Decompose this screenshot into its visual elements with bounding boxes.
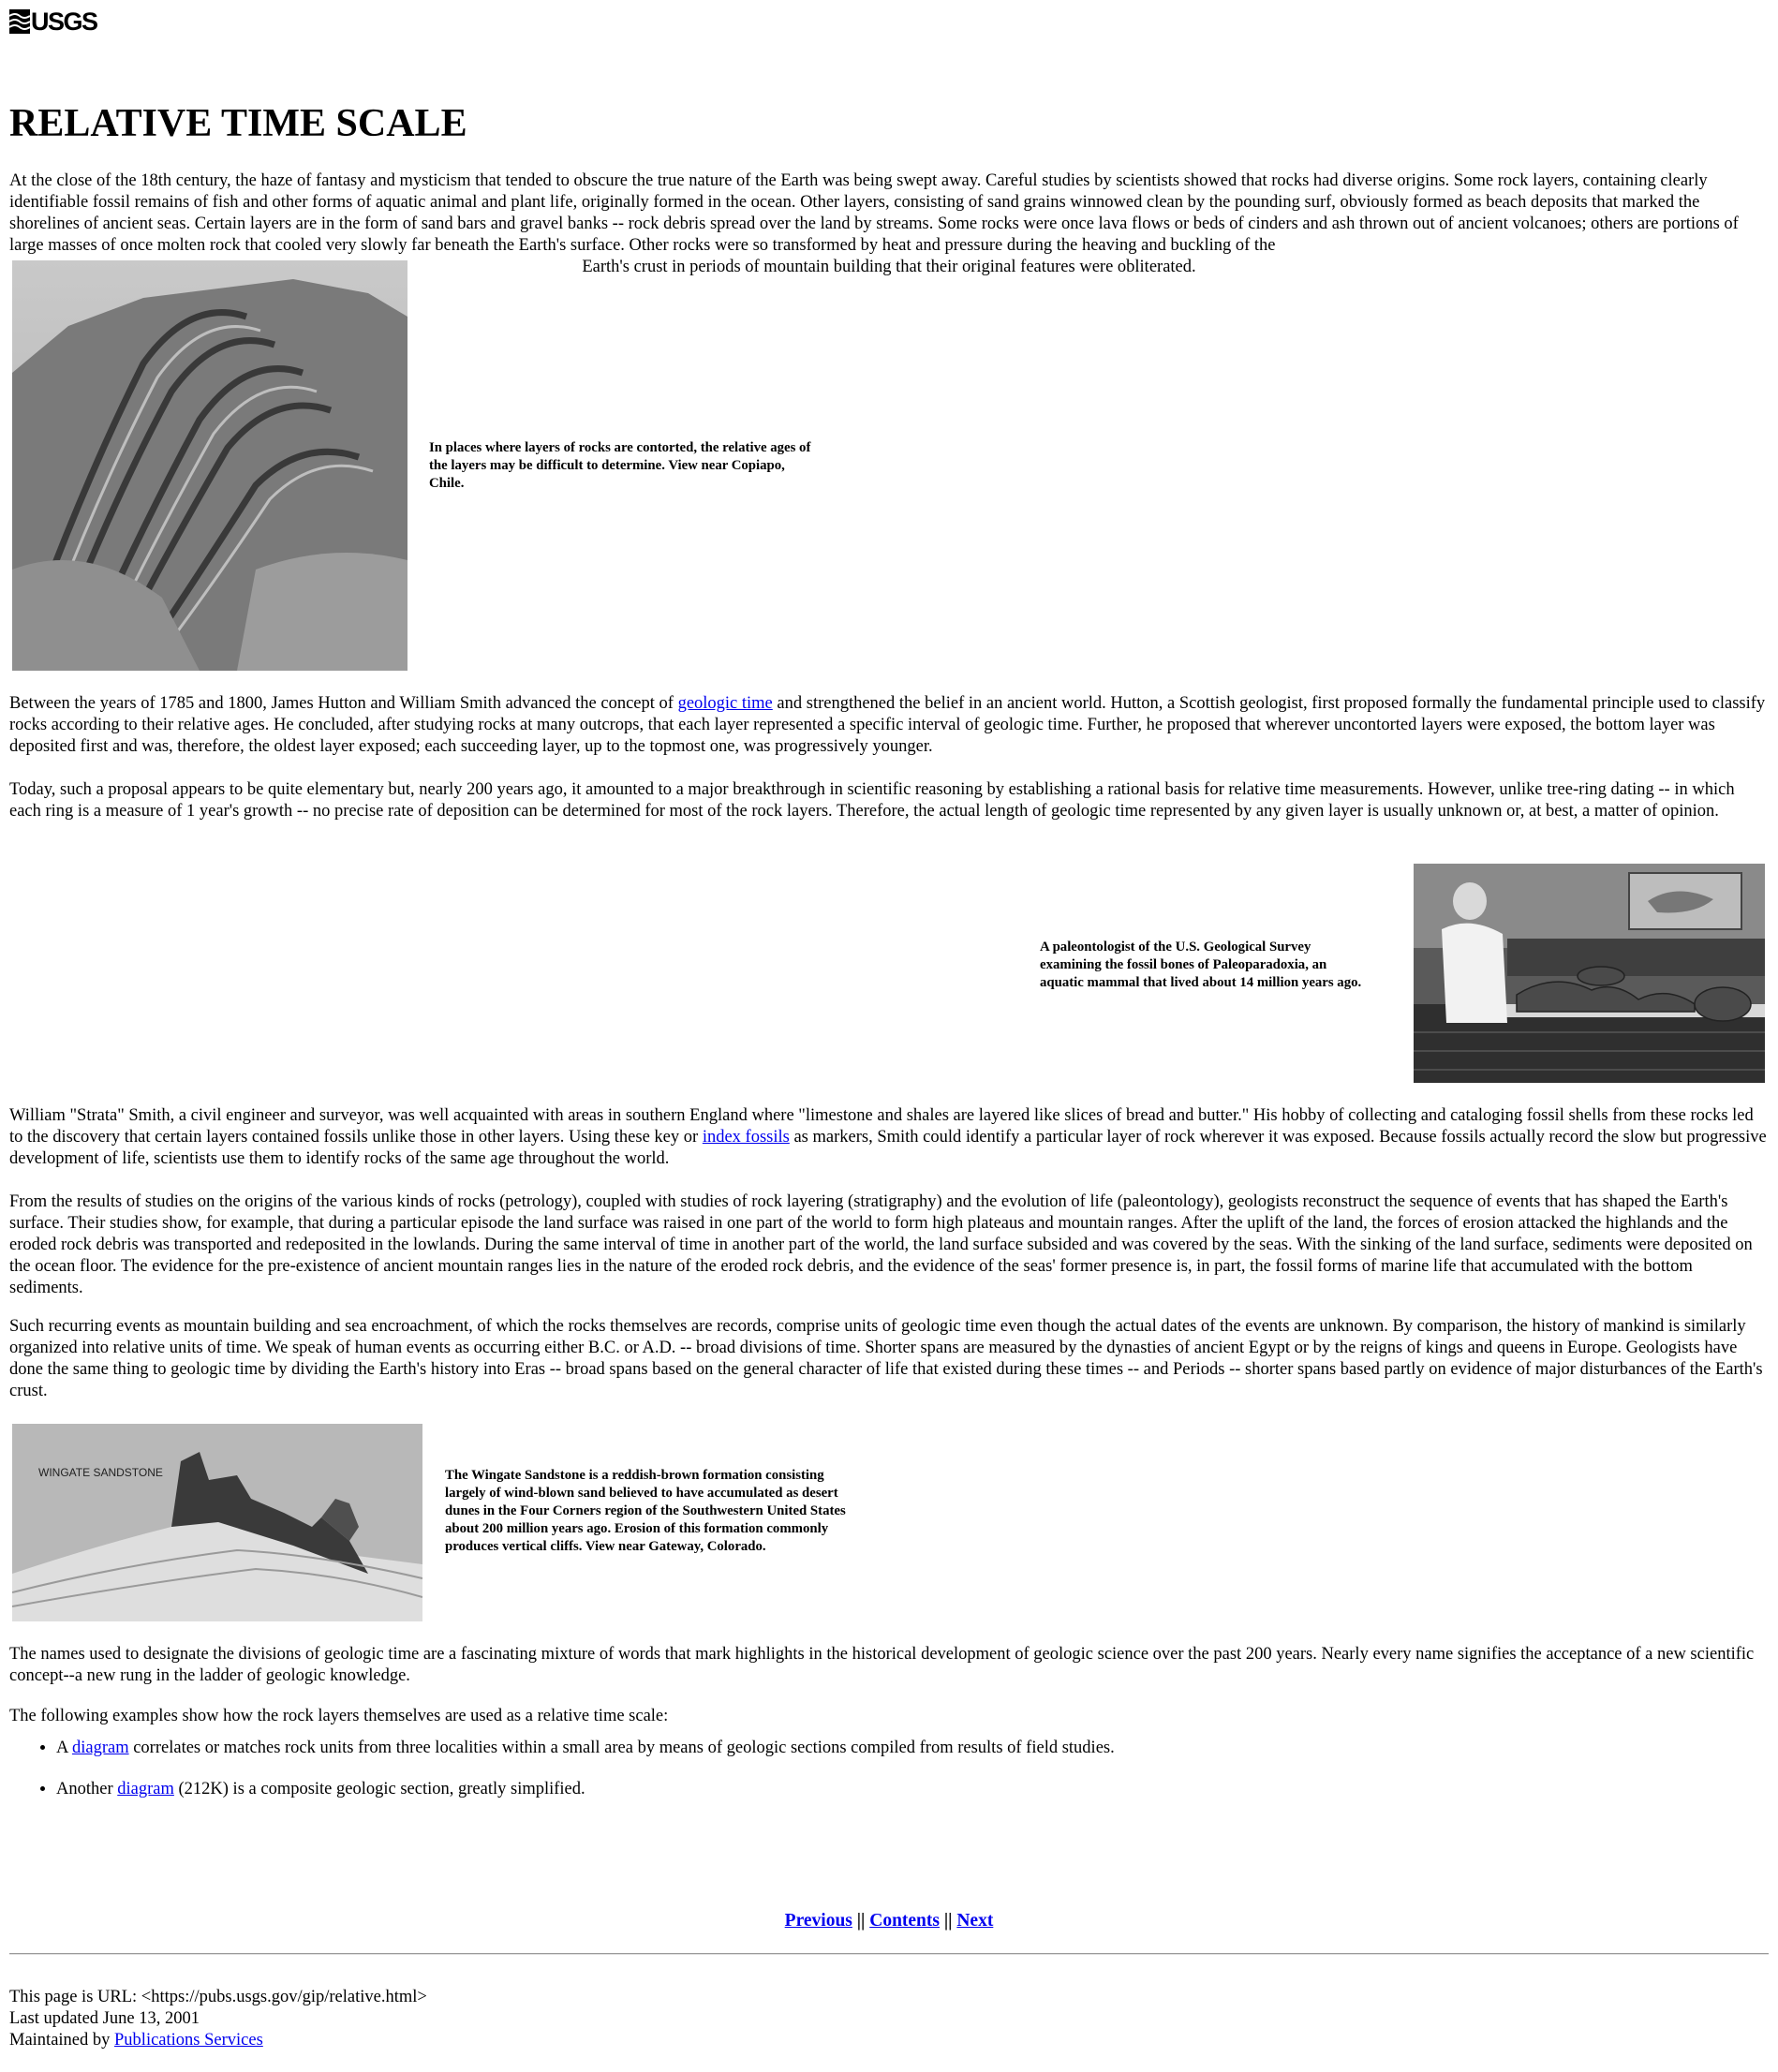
examples-intro-paragraph <box>9 1706 1769 1727</box>
figure3-caption: The Wingate Sandstone is a reddish-brown formation consisting largely of wind-blown sand believed to have accumulated as desert dunes in the Four Corners region of the Southwestern United States about 200 million years ago. Erosion of this formation commonly produces vertical cliffs. View near Gateway, Colorado. <box>445 1468 846 1554</box>
page-navigation <box>0 1910 1778 1932</box>
list-item: • A diagram correlates or matches rock units from three localities within a small area by means of geologic sections compiled from results of field studies. <box>56 1738 1759 1759</box>
recurring-paragraph <box>9 1316 1769 1402</box>
page-url-text: This page is URL: <https://pubs.usgs.gov/gip/relative.html> <box>9 1988 427 2006</box>
figure1-caption: In places where layers of rocks are contorted, the relative ages of the layers may be difficult to determine. View near Copiapo, Chile. <box>429 440 811 491</box>
today-text: Today, such a proposal appears to be quite elementary but, nearly 200 years ago, it amounted to a major breakthrough in scientific reasoning by establishing a rational basis for relative time measurements. However, unlike tree-ring dating -- in which each ring is a measure of 1 year's growth -- no precise rate of deposition can be determined for most of the rock layers. Therefore, the actual length of geologic time represented by any given layer is usually unknown or, at best, a matter of opinion. <box>9 780 1735 821</box>
hutton-paragraph <box>9 693 1769 758</box>
maintained-by: Maintained by Publications Services <box>9 2031 263 2050</box>
results-text: From the results of studies on the origins of the various kinds of rocks (petrology), coupled with studies of rock layering (stratigraphy) and the evolution of life (paleontology), geologists reconstruct the sequence of events that has shaped the Earth's surface. Their studies show, for example, that during a particular episode the land surface was raised in one part of the world to form high plateaus and mountain ranges. After the uplift of the land, the forces of erosion attacked the highlands and the eroded rock debris was transported and redeposited in the lowlands. During the same interval of time in another part of the world, the land surface subsided and was covered by the seas. With the sinking of the land surface, sediments were deposited on the ocean floor. The evidence for the pre-existence of ancient mountain ranges lies in the nature of the eroded rock debris, and the evidence of the seas' former presence is, in part, the fossil forms of marine life that accumulated with the bottom sediments. <box>9 1192 1753 1297</box>
paleontologist-photo <box>1414 864 1765 1083</box>
usgs-wave-icon <box>9 9 30 34</box>
last-updated-text: Last updated June 13, 2001 <box>9 2009 200 2028</box>
figure2-caption: A paleontologist of the U.S. Geological Survey examining the fossil bones of Paleoparadoxia, an aquatic mammal that lived about 14 million years ago. <box>1040 940 1362 990</box>
intro-tail: Earth's crust in periods of mountain building that their original features were obliterated. <box>582 258 1196 276</box>
examples-list <box>9 1738 1759 1820</box>
hutton-text-before: Between the years of 1785 and 1800, James Hutton and William Smith advanced the concept of <box>9 694 678 713</box>
nav-separator: || <box>940 1911 957 1931</box>
list-item: • Another diagram (212K) is a composite geologic section, greatly simplified. <box>56 1779 1759 1800</box>
page-footer <box>9 1987 427 2051</box>
intro-text: At the close of the 18th century, the haze of fantasy and mysticism that tended to obscure the true nature of the Earth was being swept away. Careful studies by scientists showed that rocks had diverse origins. Some rock layers, containing clearly identifiable fossil remains of fish and other forms of aquatic animal and plant life, originally formed in the ocean. Other layers, consisting of sand grains winnowed clean by the pounding surf, obviously formed as beach deposits that marked the shorelines of ancient seas. Certain layers are in the form of sand bars and gravel banks -- rock debris spread over the land by streams. Some rocks were once lava flows or beds of cinders and ash thrown out of ancient volcanoes; others are portions of large masses of once molten rock that cooled very slowly far beneath the Earth's surface. Other rocks were so transformed by heat and pressure during the heaving and buckling of the <box>9 171 1739 255</box>
today-paragraph <box>9 779 1769 822</box>
recurring-text: Such recurring events as mountain building and sea encroachment, of which the rocks themselves are records, comprise units of geologic time even though the actual dates of the events are unknown. By comparison, the history of mankind is similarly organized into relative units of time. We speak of human events as occurring either B.C. or A.D. -- broad divisions of time. Shorter spans are measured by the dynasties of ancient Egypt or by the reigns of kings and queens in Europe. Geologists have done the same thing to geologic time by dividing the Earth's history into Eras -- broad spans based on the general character of life that existed during these times -- and Periods -- shorter spans based partly on evidence of major disturbances of the Earth's crust. <box>9 1317 1763 1400</box>
contorted-rock-layers-photo <box>12 260 407 671</box>
publications-services-link[interactable]: Publications Services <box>114 2031 263 2050</box>
hutton-text-after: and strengthened the belief in an ancient world. Hutton, a Scottish geologist, first proposed formally the fundamental principle used to classify rocks according to their relative ages. He concluded, after studying rocks at many outcrops, that each layer represented a specific interval of geologic time. Further, he proposed that wherever uncontorted layers were exposed, the bottom layer was deposited first and was, therefore, the oldest layer exposed; each succeeding layer, up to the topmost one, was progressively younger. <box>9 694 1766 756</box>
smith-paragraph <box>9 1105 1769 1170</box>
contents-link[interactable]: Contents <box>869 1911 940 1931</box>
names-text: The names used to designate the divisions of geologic time are a fascinating mixture of words that mark highlights in the historical development of geologic science over the past 200 years. Nearly every name signifies the acceptance of a new scientific concept--a new rung in the ladder of geologic knowledge. <box>9 1645 1755 1685</box>
wingate-sandstone-photo <box>12 1424 422 1621</box>
smith-text-before: William "Strata" Smith, a civil engineer and surveyor, was well acquainted with areas in southern England where "limestone and shales are layered like slices of bread and butter." His hobby of collecting and cataloging fossil shells from these rocks led to the discovery that certain layers contained fossils unlike those in other layers. Using these key or <box>9 1106 1754 1147</box>
usgs-logo[interactable] <box>9 8 97 35</box>
smith-text-after: as markers, Smith could identify a particular layer of rock wherever it was exposed. Because fossils actually record the slow but progressive development of life, scientists use them to identify rocks of the same age throughout the world. <box>9 1128 1767 1168</box>
page-title: RELATIVE TIME SCALE <box>9 102 467 145</box>
nav-separator: || <box>852 1911 870 1931</box>
names-paragraph <box>9 1644 1769 1687</box>
results-paragraph <box>9 1191 1769 1299</box>
next-link[interactable]: Next <box>956 1911 994 1931</box>
examples-intro-text: The following examples show how the rock layers themselves are used as a relative time scale: <box>9 1707 669 1725</box>
diagram-link-2[interactable]: diagram <box>117 1780 174 1798</box>
geologic-time-link[interactable]: geologic time <box>677 694 773 713</box>
logo-text: USGS <box>31 7 97 36</box>
diagram-link-1[interactable]: diagram <box>71 1739 129 1757</box>
previous-link[interactable]: Previous <box>784 1911 852 1931</box>
index-fossils-link[interactable]: index fossils <box>702 1128 790 1147</box>
footer-divider <box>9 1953 1769 1955</box>
wingate-label-text: WINGATE SANDSTONE <box>38 1466 163 1479</box>
